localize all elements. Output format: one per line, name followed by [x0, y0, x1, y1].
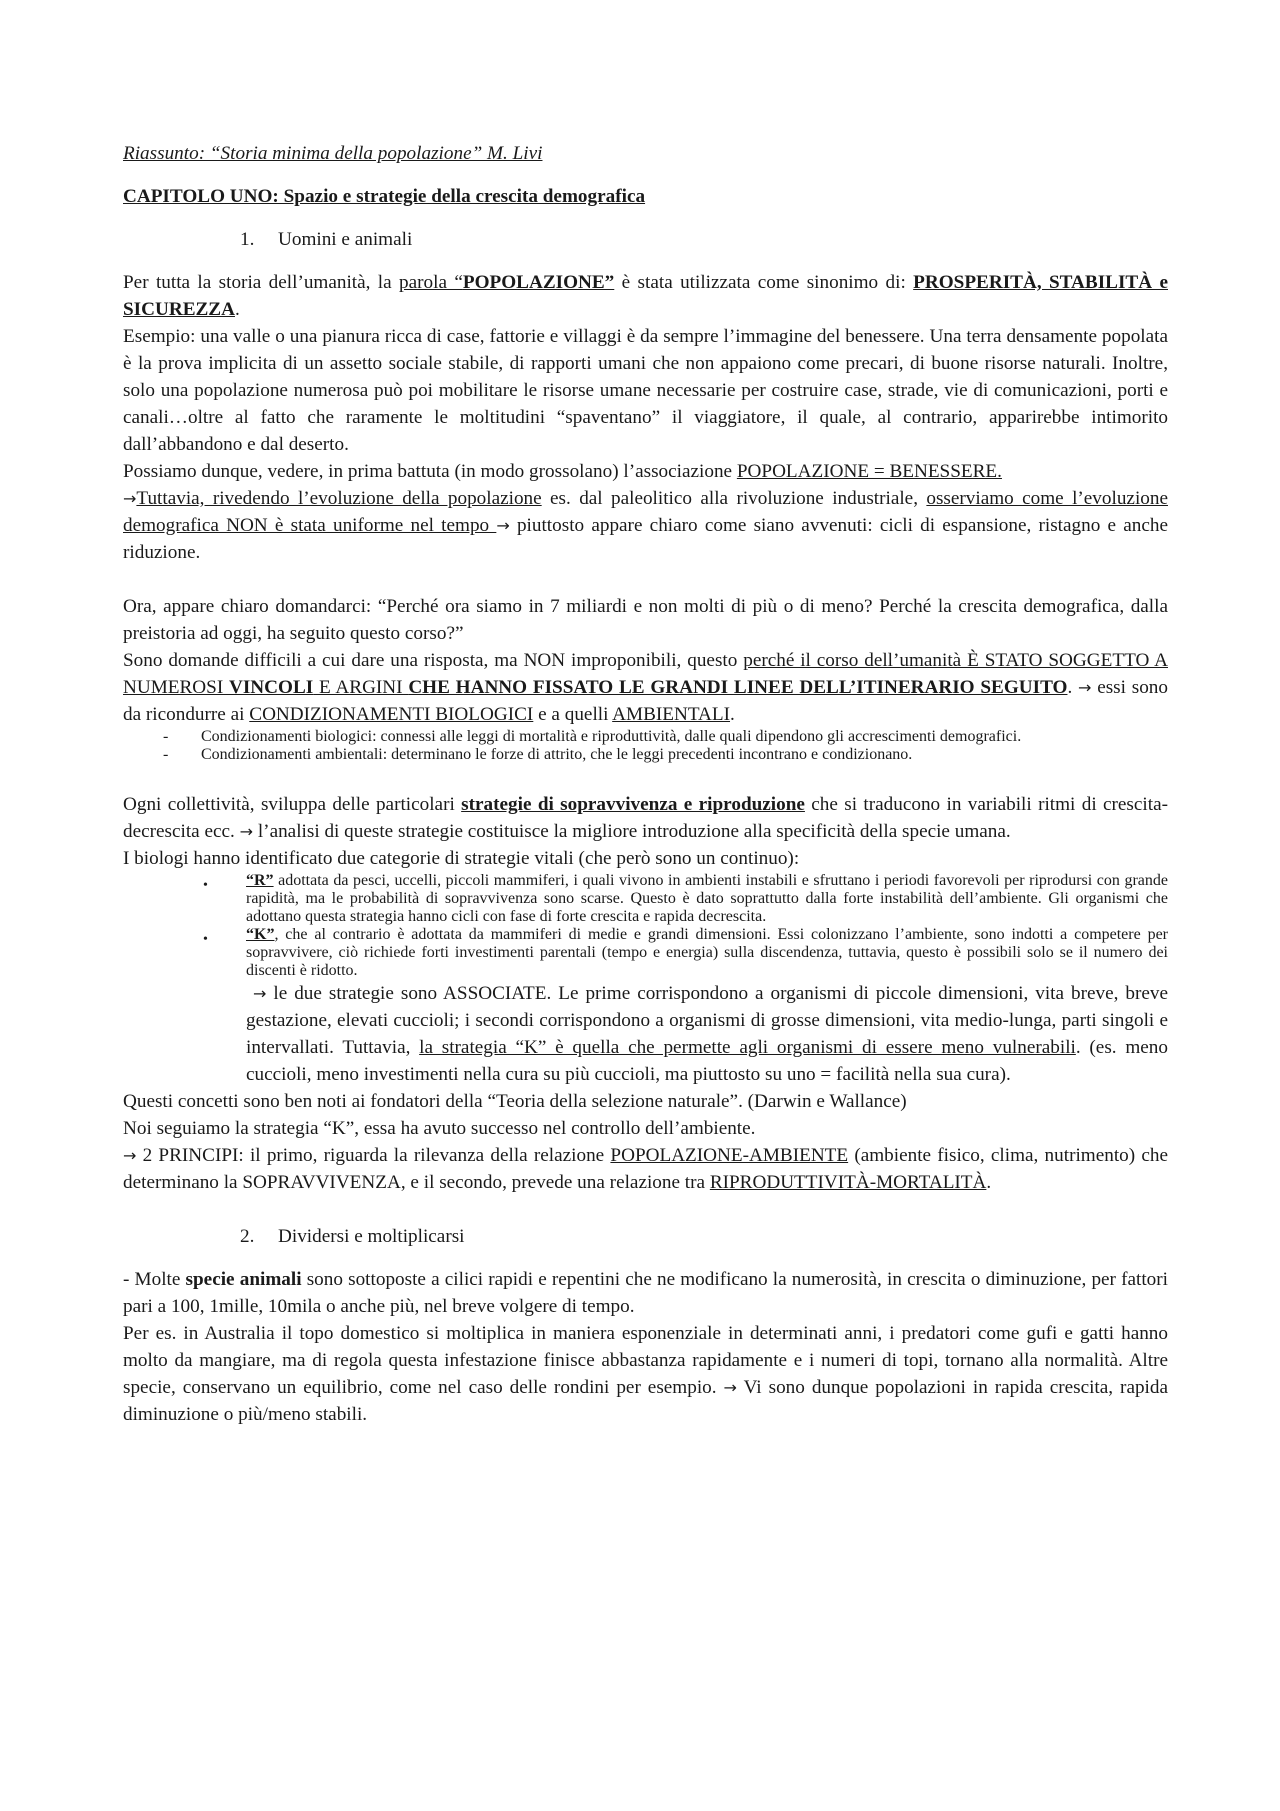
bullet-icon: •	[203, 932, 208, 947]
list-item	[123, 746, 1168, 764]
text-run: Possiamo dunque, vedere, in prima battuta (in modo grossolano) l’associazione	[123, 461, 737, 482]
text-run: .	[730, 704, 735, 725]
text-run: è stata utilizzata come sinonimo di:	[614, 272, 914, 293]
list-item	[123, 872, 1168, 926]
paragraph-associazione	[123, 458, 1168, 485]
arrow-icon: →	[123, 489, 137, 508]
underlined-text	[246, 926, 278, 943]
document-page	[123, 140, 1168, 1428]
paragraph-strategia-k: Noi seguiamo la strategia “K”, essa ha avuto successo nel controllo dell’ambiente.	[123, 1118, 756, 1139]
paragraph-tuttavia	[123, 485, 1168, 566]
list-item	[123, 926, 1168, 980]
section-number: 2.	[240, 1226, 255, 1247]
underlined-text: osserviamo come l’evoluzione demografica NON è stata uniforme nel tempo	[123, 488, 1168, 536]
paragraph-principi	[123, 1142, 1168, 1196]
list-item-text	[246, 926, 1168, 980]
paragraph-esempio: Esempio: una valle o una pianura ricca di case, fattorie e villaggi è da sempre l’immagine del benessere. Una terra densamente popolata è la prova implicita di un assetto sociale stabile, di rapporti umani che non appaiono come precari, di buone risorse naturali. Inoltre, solo una popolazione numerosa può poi mobilitare le risorse umane necessarie per costruire case, strade, vie di comunicazioni, porti e canali…oltre al fatto che raramente le moltitudini “spaventano” il viaggiatore, il quale, al contrario, apparirebbe intimorito dall’abbandono e dal deserto.	[123, 326, 1168, 455]
bullet-icon: •	[203, 878, 208, 893]
arrow-icon: →	[252, 984, 267, 1003]
underlined-text: POPOLAZIONE-AMBIENTE	[610, 1145, 849, 1166]
list-item-text: Condizionamenti biologici: connessi alle leggi di mortalità e riproduttività, dalle quali dipendono gli accrescimenti demografici.	[201, 728, 1022, 745]
arrow-icon: →	[239, 822, 254, 841]
bold-underlined-text: VINCOLI	[228, 677, 314, 698]
text-run: es. dal paleolitico alla rivoluzione industriale,	[541, 488, 927, 509]
text-run: adottata da pesci, uccelli, piccoli mammiferi, i quali vivono in ambienti instabili e sfruttano i periodi favorevoli per riprodursi con grande rapidità, ma le probabilità di sopravvivenza sono scarse. Questo è dato soprattutto dalla forte instabilità dell’ambiente. Gli organismi che adottano questa strategia hanno cicli con fase di forte crescita e rapida decrescita.	[246, 872, 1168, 925]
text-run: (ambiente fisico, clima, nutrimento) che determinano la SOPRAVVIVENZA, e il secondo, prevede una relazione tra	[123, 1145, 1168, 1193]
underlined-text: CONDIZIONAMENTI BIOLOGICI	[249, 704, 534, 725]
underlined-text: E ARGINI	[313, 677, 409, 698]
list-item-text	[246, 872, 1168, 926]
underlined-text: perché il corso dell’umanità È STATO SOGGETTO A NUMEROSI	[123, 650, 1168, 698]
text-run: Per tutta la storia dell’umanità, la	[123, 272, 400, 293]
dash-marker: -	[163, 728, 169, 745]
text-run: Vi sono dunque popolazioni in rapida crescita, rapida diminuzione o più/meno stabili.	[123, 1377, 1168, 1425]
text-run: l’analisi di queste strategie costituisce la migliore introduzione alla specificità della specie umana.	[253, 821, 1011, 842]
underlined-text: RIPRODUTTIVITÀ-MORTALITÀ	[709, 1172, 987, 1193]
underlined-text	[399, 272, 614, 293]
indented-paragraph	[123, 980, 1168, 1088]
text-run: . (es. meno cuccioli, meno investimenti nella cura su più cuccioli, ma piuttosto su uno = facilità nella sua cura).	[246, 1037, 1168, 1085]
section-number: 1.	[240, 229, 255, 250]
bold-text: POPOLAZIONE”	[462, 272, 615, 293]
text-run: che al contrario è adottata da mammiferi di medie e grandi dimensioni. Essi colonizzano l’ambiente, sono indotti a competere per sopravvivere, ciò richiede forti investimenti parentali (tempo e energia) sulla discendenza, tuttavia, questo è possibili solo se il numero dei discenti è ridotto.	[246, 926, 1168, 979]
list-item-text: Condizionamenti ambientali: determinano le forze di attrito, che le leggi precedenti incontrano e condizionano.	[201, 746, 913, 763]
text-run: - Molte	[123, 1269, 186, 1290]
arrow-icon: →	[723, 1378, 737, 1397]
text-run: che si traducono in variabili ritmi di crescita-decrescita ecc.	[123, 794, 1168, 842]
paragraph-australia	[123, 1320, 1168, 1428]
section-heading-2	[123, 1223, 1168, 1250]
bold-underlined-text: “R”	[246, 872, 274, 889]
underlined-text: la strategia “K” è quella che permette agli organismi di essere meno vulnerabili	[419, 1037, 1076, 1058]
text-run: e a quelli	[533, 704, 613, 725]
text-run: 2 PRINCIPI: il primo, riguarda la rilevanza della relazione	[136, 1145, 611, 1166]
section-title: Dividersi e moltiplicarsi	[278, 1226, 465, 1247]
chapter-heading: CAPITOLO UNO: Spazio e strategie della crescita demografica	[123, 186, 646, 207]
text-run: .	[986, 1172, 992, 1193]
text-run: sono sottoposte a cilici rapidi e repentini che ne modificano la numerosità, in crescita o diminuzione, per fattori pari a 100, 1mille, 10mila o anche più, nel breve volgere di tempo.	[123, 1269, 1168, 1317]
text-run: ,	[274, 926, 279, 943]
text-run: Per es. in Australia il topo domestico si moltiplica in maniera esponenziale in determinati anni, i predatori come gufi e gatti hanno molto da mangiare, ma di regola questa infestazione finisce abbastanza rapidamente e i numeri di topi, tornano alla normalità. Altre specie, conservano un equilibrio, come nel caso delle rondini per esempio.	[123, 1323, 1168, 1398]
section-title: Uomini e animali	[278, 229, 413, 250]
bold-underlined-text: strategie di sopravvivenza e riproduzione	[461, 794, 805, 815]
text-run: .	[234, 299, 240, 320]
paragraph-biologi: I biologi hanno identificato due categorie di strategie vitali (che però sono un continuo):	[123, 848, 800, 869]
arrow-icon: →	[496, 516, 510, 535]
paragraph-popolazione	[123, 269, 1168, 323]
list-item	[123, 728, 1168, 746]
paragraph-strategie	[123, 791, 1168, 845]
text-run: le due strategie sono ASSOCIATE. Le prime corrispondono a organismi di piccole dimensioni, vita breve, breve gestazione, elevati cuccioli; i secondi corrispondono a organismi di grosse dimensioni, vita medio-lunga, parti singoli e intervallati. Tuttavia,	[246, 983, 1168, 1058]
bold-text: “K”	[246, 926, 275, 943]
section-heading-1	[123, 226, 1168, 253]
underlined-text: AMBIENTALI	[612, 704, 731, 725]
text-run: Sono domande difficili a cui dare una risposta, ma NON improponibili, questo	[123, 650, 744, 671]
bold-underlined-text: PROSPERITÀ, STABILITÀ e SICUREZZA	[123, 272, 1168, 320]
underlined-text: POPOLAZIONE = BENESSERE.	[736, 461, 1002, 482]
bold-underlined-text: CHE HANNO FISSATO LE GRANDI LINEE DELL’ITINERARIO SEGUITO	[408, 677, 1068, 698]
text-run: Ogni collettività, sviluppa delle particolari	[123, 794, 462, 815]
underlined-text: Tuttavia, rivedendo l’evoluzione della popolazione	[136, 488, 542, 509]
text-run: essi sono da ricondurre ai	[123, 677, 1168, 725]
text-run: .	[1067, 677, 1079, 698]
document-title: Riassunto: “Storia minima della popolazione” M. Livi	[123, 143, 543, 164]
paragraph-darwin: Questi concetti sono ben noti ai fondatori della “Teoria della selezione naturale”. (Darwin e Wallance)	[123, 1091, 907, 1112]
paragraph-vincoli	[123, 647, 1168, 728]
dash-marker: -	[163, 746, 169, 763]
paragraph-domanda: Ora, appare chiaro domandarci: “Perché ora siamo in 7 miliardi e non molti di più o di meno? Perché la crescita demografica, dalla preistoria ad oggi, ha seguito questo corso?”	[123, 596, 1168, 644]
arrow-icon: →	[1078, 678, 1092, 697]
text-run: parola “	[399, 272, 463, 293]
arrow-icon: →	[123, 1146, 137, 1165]
text-run: piuttosto appare chiaro come siano avvenuti: cicli di espansione, ristagno e anche riduzione.	[123, 515, 1168, 563]
paragraph-specie	[123, 1266, 1168, 1320]
bold-text: specie animali	[185, 1269, 302, 1290]
